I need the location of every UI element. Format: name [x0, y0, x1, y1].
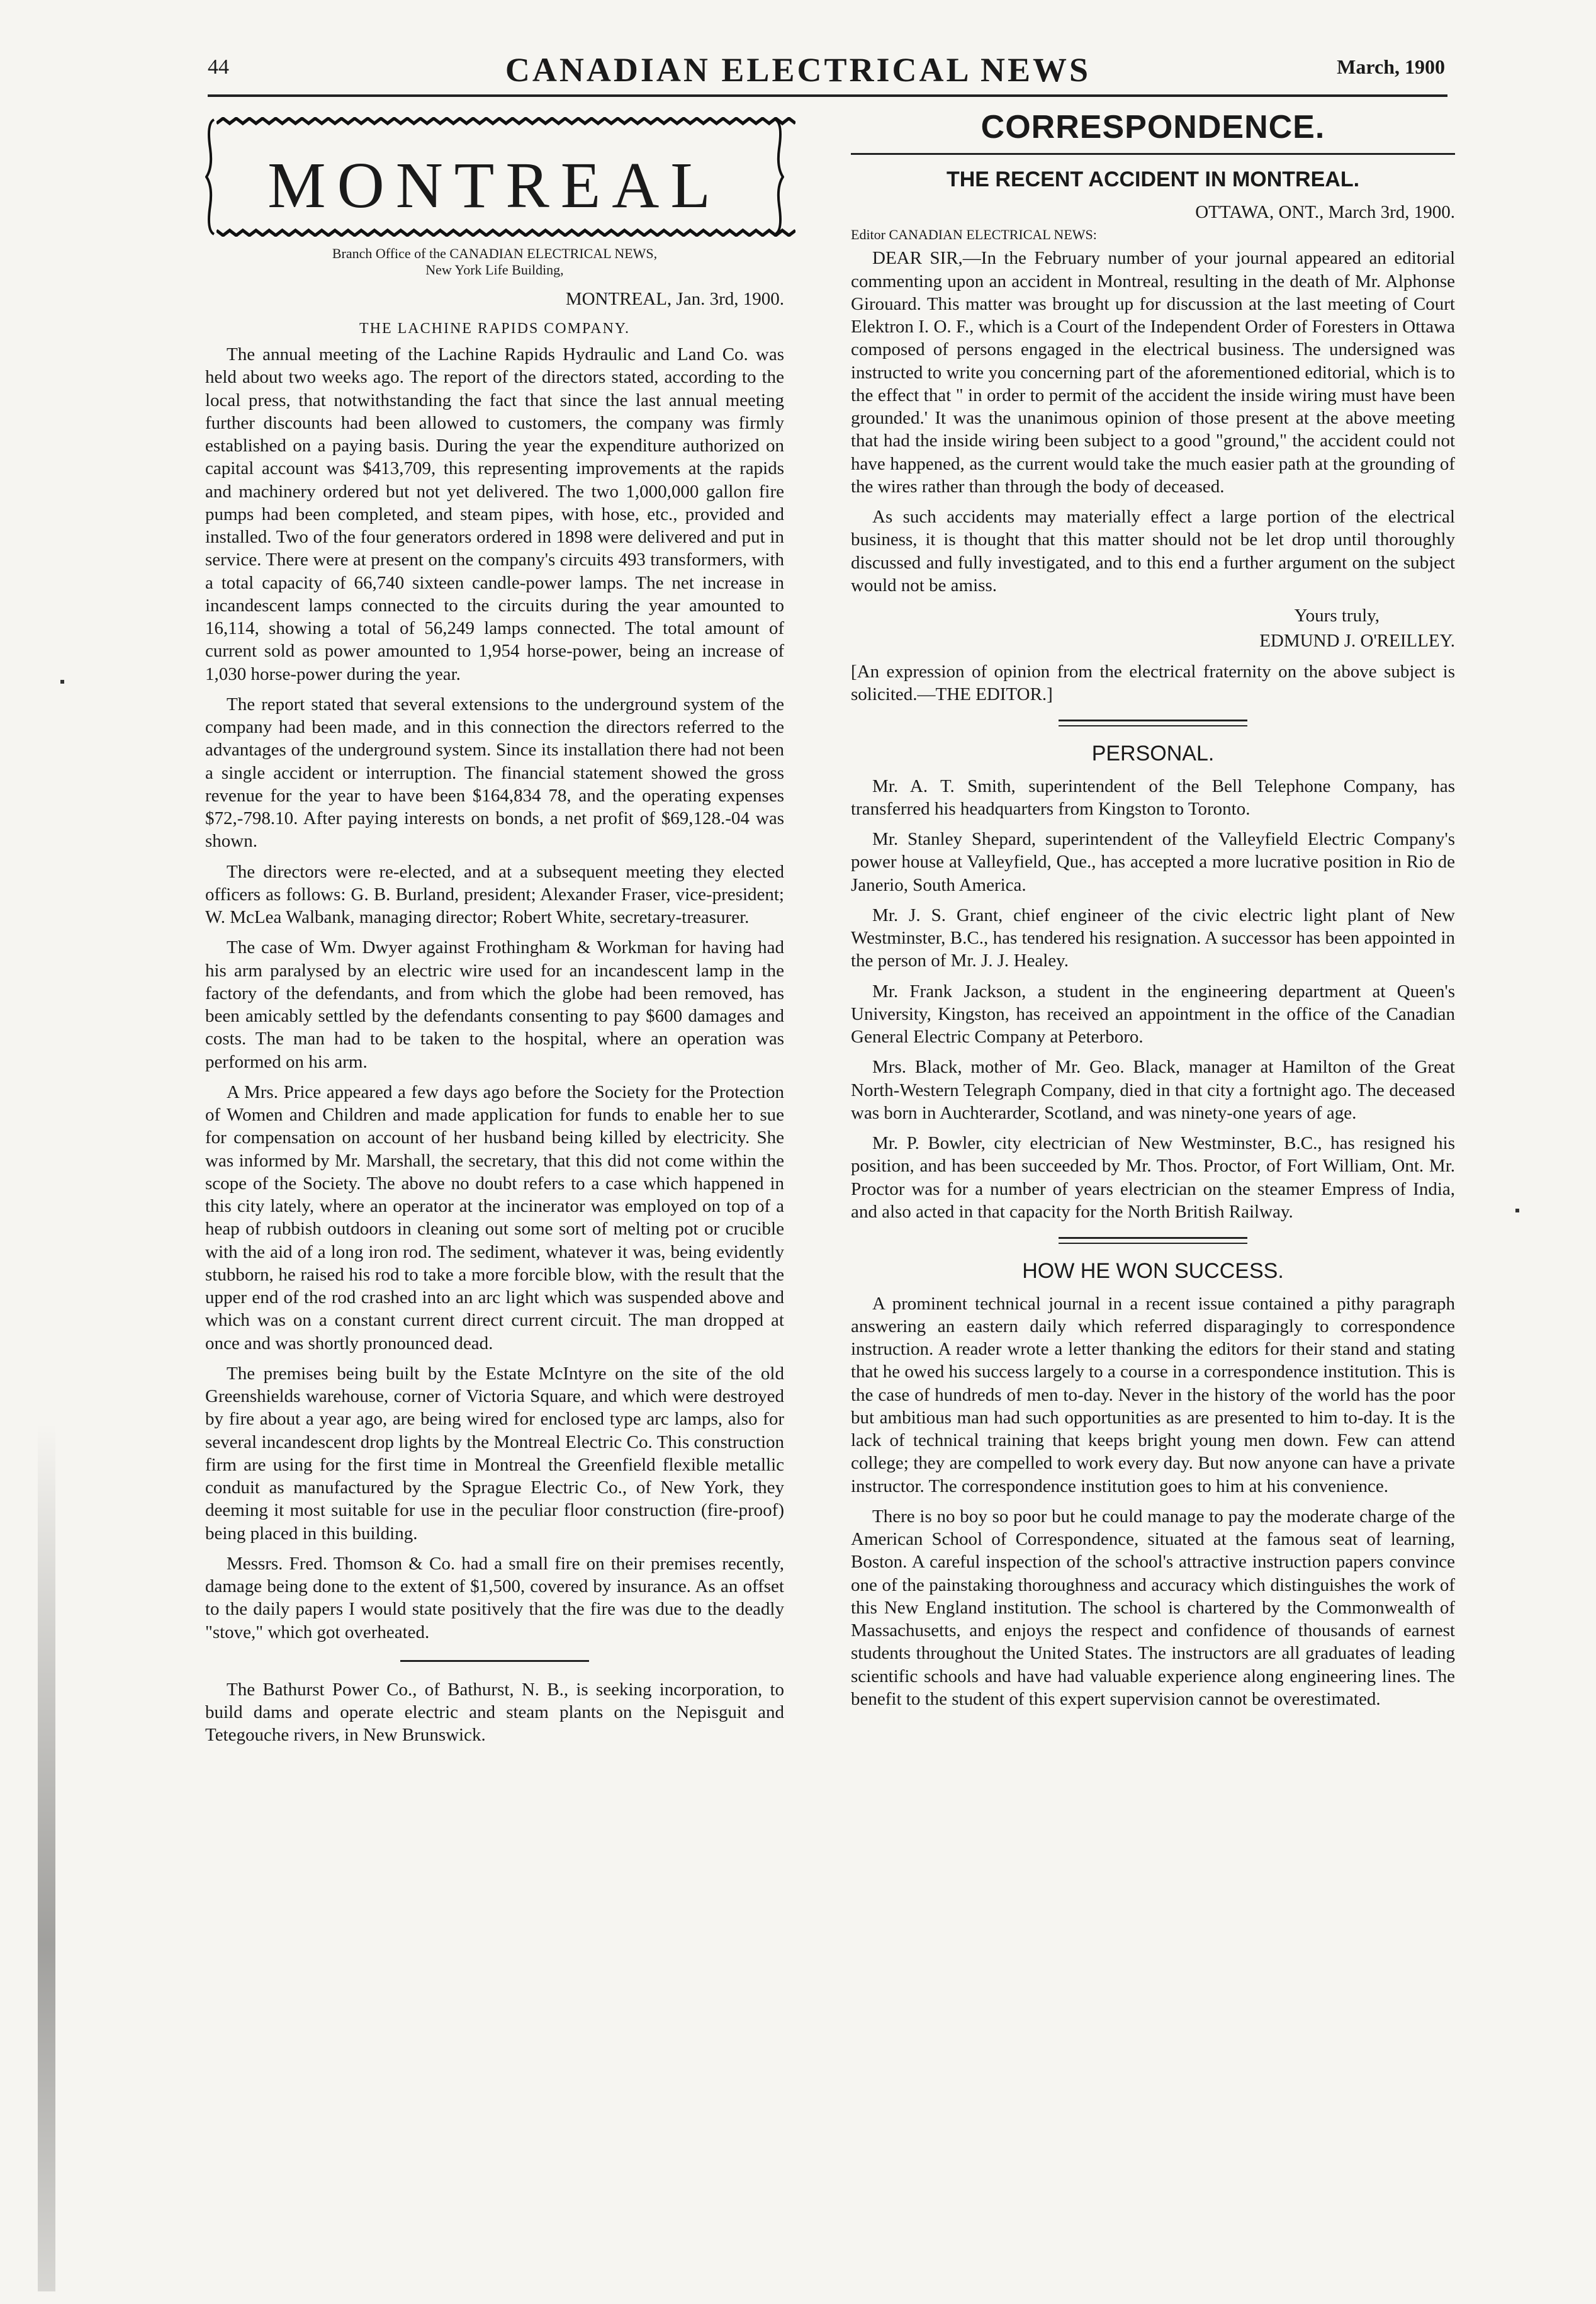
branch-line-2: New York Life Building,	[425, 262, 564, 278]
right-column	[851, 107, 1455, 1718]
editor-note: [An expression of opinion from the electrical fraternity on the above subject is solicited.—THE EDITOR.]	[851, 661, 1455, 704]
header-rule	[208, 94, 1447, 97]
issue-date: March, 1900	[1337, 55, 1445, 78]
branch-office-note	[205, 246, 784, 279]
article-paragraph: The case of Wm. Dwyer against Frothingham & Workman for having had his arm paralysed by an electric wire used for an incandescent lamp in the factory of the defendants, and from which the globe had been removed, has been amicably settled by the defendants consenting to pay $600 damages and costs. The man had to be taken to the hospital, where an operation was performed on his arm.	[205, 937, 784, 1072]
montreal-banner	[205, 117, 784, 237]
montreal-title: MONTREAL	[267, 149, 722, 222]
article-paragraph: A Mrs. Price appeared a few days ago before the Society for the Protection of Women and Children and made application for funds to enable her to sue for compensation on account of her husband being killed by electricity. She was informed by Mr. Marshall, the secretary, that this did not come within the scope of the Society. The above no doubt refers to a case which happened in this city lately, where an operator at the incinerator was employed on top of a heap of rubbish outdoors in cleaning out some sort of melting pot or crucible with the aid of a long iron rod. The sediment, whatever it was, being evidently stubborn, he raised his rod to take a more forcible blow, with the result that the upper end of the rod crashed into an arc light which was suspended above and which was on a constant current direct current circuit. The man dropped at once and was shortly pronounced dead.	[205, 1081, 784, 1353]
page-number: 44	[208, 55, 229, 79]
article-paragraph: The directors were re-elected, and at a subsequent meeting they elected officers as follows: G. B. Burland, president; Alexander Fraser, vice-president; W. McLea Walbank, managing director; Robert White, secretary-treasurer.	[205, 861, 784, 928]
correspondence-rule	[851, 153, 1455, 155]
article-paragraph: The annual meeting of the Lachine Rapids Hydraulic and Land Co. was held about two weeks ago. The report of the directors stated, according to the local press, that notwithstanding the fact that since the last annual meeting further discounts had been allowed to customers, the company was firmly established on a paying basis. During the year the expenditure authorized on capital account was $413,709, this representing improvements at the rapids and machinery ordered but not yet delivered. The two 1,000,000 gallon fire pumps had been completed, and steam pipes, with hose, etc., provided and installed. Two of the four generators ordered in 1898 were delivered and put in service. There were at present on the company's circuits 493 transformers, with a total capacity of 66,740 sixteen candle-power lamps. The net increase in incandescent lamps connected to the circuits during the year amounted to 16,114, showing a total of 56,249 lamps connected. The total amount of current sold as power amounted to 1,954 horse-power, being an increase of 1,030 horse-power during the year.	[205, 344, 784, 684]
decorative-border-bottom	[216, 224, 795, 237]
montreal-dateline: MONTREAL, Jan. 3rd, 1900.	[565, 288, 784, 309]
personal-heading: PERSONAL.	[1091, 742, 1215, 765]
correspondence-heading: CORRESPONDENCE.	[981, 109, 1325, 145]
article-paragraph: The premises being built by the Estate McIntyre on the site of the old Greenshields warehouse, corner of Victoria Square, and which were destroyed by fire about a year ago, are being wired for enclosed type arc lamps, also for several incandescent drop lights by the Montreal Electric Co. This construction firm are using for the first time in Montreal the Greenfield flexible metallic conduit as manufactured by the Sprague Electric Co., of New York, they deeming it most suitable for use in the peculiar floor construction (fire-proof) being placed in this building.	[205, 1363, 784, 1544]
article-paragraph: Messrs. Fred. Thomson & Co. had a small fire on their premises recently, damage being done to the extent of $1,500, covered by insurance. As an offset to the daily papers I would state positively that the fire was due to the deadly "stove," which got overheated.	[205, 1553, 784, 1642]
personal-item: Mr. J. S. Grant, chief engineer of the civic electric light plant of New Westminster, B.C., has tendered his resignation. A successor has been appointed in the person of Mr. J. J. Healey.	[851, 905, 1455, 971]
letter-paragraph: As such accidents may materially effect a large portion of the electrical business, it is thought that this matter should not be let drop until thoroughly discussed and fully investigated, and to this end a further argument on the subject would not be amiss.	[851, 507, 1455, 596]
letter-paragraph: DEAR SIR,—In the February number of your journal appeared an editorial commenting upon an accident in Montreal, resulting in the death of Mr. Alphonse Girouard. This matter was brought up for discussion at the last meeting of Court Elektron I. O. F., which is a Court of the Independent Order of Foresters in Ottawa composed of persons engaged in the electrical business. The undersigned was instructed to write you concerning part of the aforementioned editorial, which is to the effect that " in order to permit of the accident the inside wiring must have been grounded.' It was the unanimous opinion of those present at the above meeting that had the inside wiring been subject to a good "ground," the accident could not have happened, as the current would take the much easier path at the grounding of the wires rather than through the body of deceased.	[851, 248, 1455, 497]
personal-item: Mr. Stanley Shepard, superintendent of the Valleyfield Electric Company's power house at Valleyfield, Que., has accepted a more lucrative position in Rio de Janerio, South America.	[851, 829, 1455, 895]
letter-dateline: OTTAWA, ONT., March 3rd, 1900.	[1195, 201, 1455, 222]
lachine-subhead: THE LACHINE RAPIDS COMPANY.	[359, 320, 631, 337]
section-rule	[1059, 720, 1247, 726]
branch-line-1: Branch Office of the CANADIAN ELECTRICAL NEWS,	[332, 246, 658, 261]
scan-edge-shadow	[38, 1423, 55, 2291]
letter-addressee: Editor CANADIAN ELECTRICAL NEWS:	[851, 226, 1097, 242]
success-paragraph: There is no boy so poor but he could manage to pay the moderate charge of the American School of Correspondence, situated at the famous seat of learning, Boston. A careful inspection of the school's attractive instruction papers convince one of the painstaking thoroughness and accuracy which distinguishes the work of this New England institution. The school is chartered by the Commonwealth of Massachusetts, and enjoys the respect and confidence of thousands of earnest students throughout the United States. The instructors are all graduates of leading scientific schools and have had valuable experience along engineering lines. The benefit to the student of this expert supervision cannot be overestimated.	[851, 1506, 1455, 1709]
journal-title: CANADIAN ELECTRICAL NEWS	[505, 51, 1091, 89]
bathurst-paragraph: The Bathurst Power Co., of Bathurst, N. B., is seeking incorporation, to build dams and operate electric and steam plants on the Nepisguit and Tetegouche rivers, in New Brunswick.	[205, 1679, 784, 1746]
letter-signoff: Yours truly,	[1294, 606, 1380, 626]
personal-item: Mr. P. Bowler, city electrician of New Westminster, B.C., has resigned his position, and has been succeeded by Mr. Thos. Proctor, of Fort William, Ont. Mr. Proctor was for a number of years electrician on the steamer Empress of India, and also acted in that capacity for the North British Railway.	[851, 1133, 1455, 1222]
accident-heading: THE RECENT ACCIDENT IN MONTREAL.	[946, 167, 1360, 191]
decorative-border-top	[216, 117, 795, 130]
scan-speck	[1515, 1209, 1519, 1212]
success-heading: HOW HE WON SUCCESS.	[1022, 1259, 1284, 1283]
success-paragraph: A prominent technical journal in a recent issue contained a pithy paragraph answering an eastern daily which referred disparagingly to correspondence instruction. A reader wrote a letter thanking the editors for their stand and stating that he owed his success largely to a course in a correspondence institution. This is the case of hundreds of men to-day. Never in the history of the world has the poor but ambitious man had such opportunities as are presented to him to-day. It is the lack of technical training that keeps bright young men down. Few can attend college; they are compelled to work every day. But now anyone can have a private instructor. The correspondence institution goes to him at his convenience.	[851, 1293, 1455, 1496]
scan-speck	[60, 680, 64, 684]
left-column	[205, 107, 784, 1754]
personal-item: Mrs. Black, mother of Mr. Geo. Black, manager at Hamilton of the Great North-Western Telegraph Company, died in that city a fortnight ago. The deceased was born in Auchterarder, Scotland, and was ninety-one years of age.	[851, 1057, 1455, 1123]
article-paragraph: The report stated that several extensions to the underground system of the company had been made, and in this connection the directors referred to the advantages of the underground system. Since its installation there had not been a single accident or interruption. The financial statement showed the gross revenue for the year to have been $164,834 78, and the operating expenses $72,-798.10. After paying interests on bonds, a net profit of $69,128.-04 was shown.	[205, 694, 784, 852]
section-rule	[400, 1660, 589, 1662]
section-rule	[1059, 1237, 1247, 1244]
personal-item: Mr. A. T. Smith, superintendent of the Bell Telephone Company, has transferred his headquarters from Kingston to Toronto.	[851, 776, 1455, 819]
personal-item: Mr. Frank Jackson, a student in the engineering department at Queen's University, Kingston, has received an appointment in the office of the Canadian General Electric Company at Peterboro.	[851, 981, 1455, 1047]
letter-signature: EDMUND J. O'REILLEY.	[1259, 631, 1455, 652]
